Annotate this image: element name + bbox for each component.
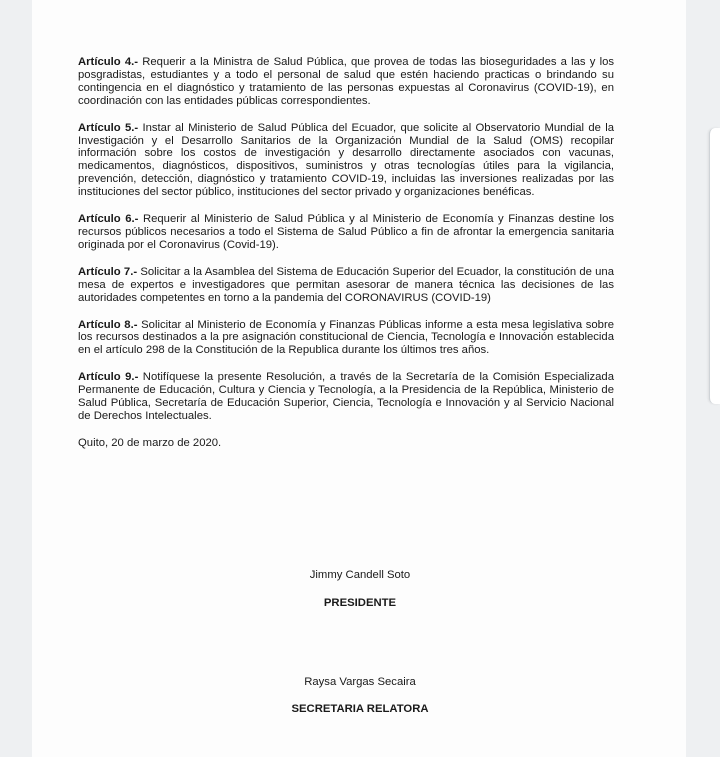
- article-7: [78, 266, 614, 305]
- signature-name-president: Jimmy Candell Soto: [309, 569, 411, 581]
- signature-title-secretary: SECRETARIA RELATORA: [291, 703, 429, 715]
- signature-title-president: PRESIDENTE: [323, 597, 397, 609]
- article-label: Artículo 6.-: [78, 213, 139, 226]
- article-label: Artículo 8.-: [78, 318, 138, 331]
- article-8: [78, 319, 614, 358]
- article-text: Solicitar al Ministerio de Economía y Finanzas Públicas informe a esta mesa legislativa sobre los recursos destinados a la pre asignación constitucional de Ciencia, Tecnología e Innovación establecida en el artículo 298 de la Constitución de la Republica durante los últimos tres años.: [78, 318, 614, 357]
- article-text: Solicitar a la Asamblea del Sistema de Educación Superior del Ecuador, la constitución de una mesa de expertos e investigadores que permitan asesorar de manera técnica las decisiones de las autoridades competentes en torno a la pandemia del CORONAVIRUS (COVID-19): [78, 265, 614, 304]
- article-4: [78, 56, 614, 108]
- article-text: Requerir al Ministerio de Salud Pública y al Ministerio de Economía y Finanzas destine los recursos públicos necesarios a todo el Sistema de Salud Público a fin de afrontar la emergencia sanitaria originada por el Coronavirus (Covid-19).: [78, 213, 615, 251]
- article-text: Requerir a la Ministra de Salud Pública, que provea de todas las bioseguridades a las y los posgradistas, estudiantes y a todo el personal de salud que estén haciendo practicas o brindando su contingencia en el diagnóstico y tratamiento de las personas expuestas al Coronavirus (COVID-19), en coordinación con las entidades públicas correspondientes.: [78, 56, 615, 107]
- document-body: [78, 56, 614, 450]
- article-label: Artículo 4.-: [78, 56, 139, 68]
- article-5: [78, 122, 614, 199]
- article-6: [78, 213, 614, 252]
- article-label: Artículo 9.-: [78, 371, 139, 384]
- article-text: Notifíquese la presente Resolución, a través de la Secretaría de la Comisión Especializada Permanente de Educación, Cultura y Ciencia y Tecnología, a la Presidencia de la República, Ministerio de Salud Pública, Secretaría de Educación Superior, Ciencia, Tecnología e Innovación y al Servicio Nacional de Derechos Intelectuales.: [78, 371, 614, 422]
- article-text: Instar al Ministerio de Salud Pública del Ecuador, que solicite al Observatorio Mundial de la Investigación y el Desarrollo Sanitarios de la Organización Mundial de la Salud (OMS) recopilar información sobre los costos de investigación y desarrollo directamente asociados con vacunas, medicamentos, diagnósticos, dispositivos, suministros y otras tecnologías útiles para la vigilancia, prevención, detección, diagnóstico y tratamiento COVID-19, incluidas las inversiones realizadas por las instituciones del sector público, instituciones del sector privado y organizaciones benéficas.: [78, 121, 615, 199]
- article-label: Artículo 5.-: [78, 121, 139, 134]
- article-label: Artículo 7.-: [78, 265, 138, 278]
- side-scroll-handle[interactable]: [709, 128, 720, 404]
- article-9: [78, 371, 614, 423]
- signature-name-secretary: Raysa Vargas Secaira: [304, 676, 416, 688]
- document-date: Quito, 20 de marzo de 2020.: [78, 436, 222, 449]
